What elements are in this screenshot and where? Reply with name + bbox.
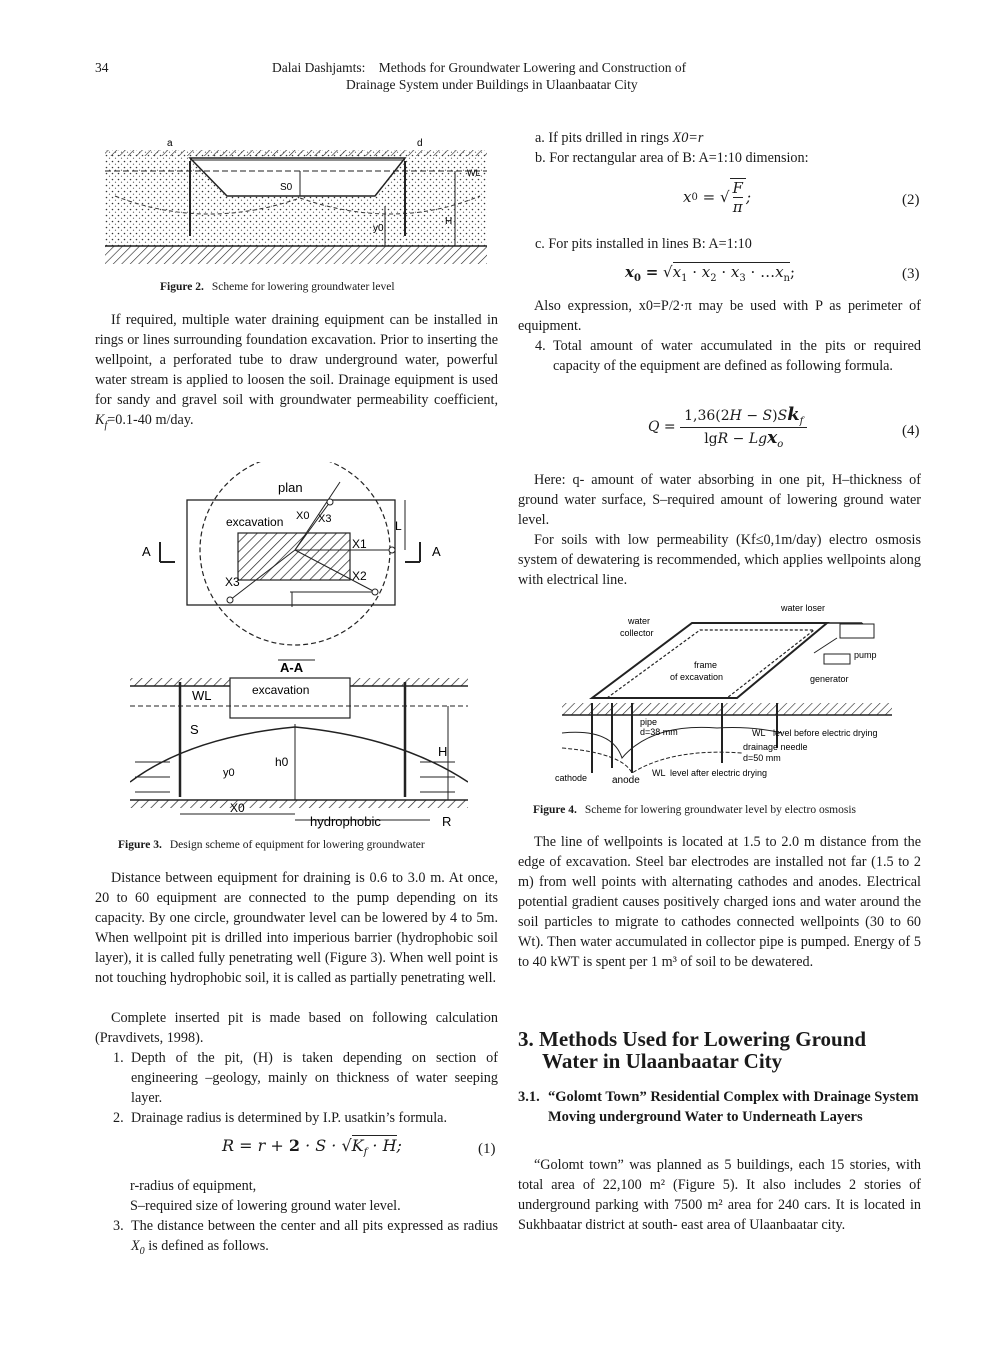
- figure-4-diagram: [552, 598, 912, 790]
- kf-letter: K: [95, 412, 105, 428]
- list-item-1-text: Depth of the pit, (H) is taken depending on section of engineering –geology, mainly on thickness of water seeping layer.: [131, 1050, 498, 1106]
- section-heading-3: 3. Methods Used for Lowering Ground Water in Ulaanbaatar City: [518, 1027, 867, 1073]
- fig3-label-excavation2: excavation: [252, 683, 310, 697]
- fig3-label-x3b: X3: [225, 575, 240, 589]
- case-b: b. For rectangular area of B: A=1:10 dimension:: [535, 150, 809, 166]
- equation-3-number: (3): [902, 266, 920, 282]
- fig3-label-s: S: [190, 722, 199, 737]
- fig3-label-x3: X3: [318, 513, 332, 525]
- case-c: c. For pits installed in lines B: A=1:10: [535, 236, 752, 252]
- list-item-3: [113, 1216, 498, 1262]
- list-item-4-num: 4.: [535, 338, 546, 354]
- fig4-label-frame: frame: [694, 660, 718, 670]
- fig3-label-wl: WL: [192, 688, 212, 703]
- left-p1-end: =0.1-40 m/day.: [107, 412, 194, 428]
- list-item-3-text-b: is defined as follows.: [148, 1238, 269, 1254]
- fig3-label-x1: X1: [352, 537, 367, 551]
- list-item-3-text-a: The distance between the center and all pits expressed as radius: [131, 1218, 498, 1234]
- figure-3-diagram: [130, 462, 468, 832]
- fig4-label-wl-before: level before electric drying: [773, 728, 878, 738]
- fig4-label-needle: drainage needle: [743, 742, 808, 752]
- left-paragraph-1: [95, 310, 498, 436]
- fig4-label-wl-after: level after electric drying: [670, 768, 768, 778]
- x0-letter: X: [131, 1238, 140, 1254]
- fig2-label-a: a: [167, 138, 173, 149]
- figure-3-label: Figure 3.: [118, 839, 162, 851]
- case-a-eq: X0=r: [672, 130, 704, 146]
- fig3-label-hydrophobic: hydrophobic: [310, 814, 381, 829]
- figure-4-caption-text: Scheme for lowering groundwater level by electro osmosis: [584, 804, 857, 816]
- equation-4: Q = $1,36(2H - S)Sk_f$ lgR − Lgx$_o$: [648, 404, 807, 450]
- equation-1: $R = r + 2 \cdot S \cdot √K_f \cdot H$;: [222, 1136, 402, 1159]
- right-paragraph-golomt: “Golomt town” was planned as 5 buildings, each 15 stories, with total area of 22,100 m² (Figure 5). It also includes 2 stories of underground parking with 7500 m² area for 240 cars. It is located in Sukhbaatar district at south- east area of Ulaanbaatar city.: [518, 1157, 921, 1233]
- fig4-label-wl2: WL: [652, 768, 666, 778]
- equation-3: $x_0 = √x_1 \cdot x_2 \cdot x_3$ · $\dots x_n$;: [625, 263, 796, 284]
- fig4-label-of-excavation: of excavation: [670, 672, 724, 682]
- list-item-1: [113, 1048, 498, 1108]
- fig3-label-a-right: A: [432, 544, 441, 559]
- fig2-label-y0: y0: [373, 223, 384, 234]
- page-number: 34: [95, 60, 109, 75]
- figure-4-label: Figure 4.: [533, 804, 577, 816]
- fig4-label-wl1: WL: [752, 728, 766, 738]
- definition-r: r-radius of equipment,: [130, 1178, 257, 1194]
- fig4-label-cathode: cathode: [555, 773, 588, 783]
- fig4-label-pipe-d: d=38 mm: [640, 727, 678, 737]
- kf-symbol: [95, 412, 108, 431]
- left-p1-text: If required, multiple water draining equipment can be installed in rings or lines surrounding foundation excavation. Prior to inserting the wellpoint, a perforated tube to draw underground water, powerful water stream is applied to loosen the soil. Drainage equipment is used for sandy and gravel soil with groundwater permeability coefficient,: [95, 312, 498, 408]
- subsection-heading-3-1: [518, 1087, 921, 1127]
- equation-2: x 0 = √ F π ;: [683, 179, 751, 216]
- fig2-label-d: d: [417, 138, 423, 149]
- x0-sub: 0: [139, 1245, 145, 1257]
- fig2-label-h: H: [445, 216, 453, 227]
- header-title-line2: Drainage System under Buildings in Ulaanbaatar City: [346, 77, 638, 92]
- fig3-label-h0: h0: [275, 755, 289, 769]
- list-item-2: [113, 1108, 498, 1128]
- fig3-label-x0b: X0: [230, 801, 245, 815]
- list-item-2-text: Drainage radius is determined by I.P. usatkin’s formula.: [131, 1110, 447, 1126]
- fig3-label-plan: plan: [278, 480, 303, 495]
- right-paragraph-soils: For soils with low permeability (Kf≤0,1m/day) electro osmosis system of dewatering is recommended, which applies wellpoints along with electrical line.: [518, 532, 921, 588]
- subsection-number: 3.1.: [518, 1089, 540, 1105]
- fig3-label-l: L: [395, 519, 402, 533]
- fig4-label-water: water: [628, 616, 651, 626]
- list-item-2-num: 2.: [113, 1110, 124, 1126]
- definition-s: S–required size of lowering ground water level.: [130, 1198, 401, 1214]
- case-a: [535, 128, 703, 148]
- fig3-label-section: A-A: [280, 660, 304, 675]
- list-item-1-num: 1.: [113, 1050, 124, 1066]
- figure-2-caption-text: Scheme for lowering groundwater level: [211, 281, 395, 293]
- equation-1-number: (1): [478, 1141, 496, 1157]
- fig2-label-wl: WL: [467, 168, 481, 178]
- list-item-4-text: Total amount of water accumulated in the pits or required capacity of the equipment are defined as following formula.: [553, 338, 921, 374]
- fig4-label-collector: collector: [620, 628, 654, 638]
- left-paragraph-3: Complete inserted pit is made based on following calculation (Pravdivets, 1998).: [95, 1010, 498, 1046]
- equation-2-number: (2): [902, 192, 920, 208]
- fig3-label-excavation: excavation: [226, 515, 284, 529]
- fig4-label-anode: anode: [612, 775, 640, 786]
- running-header: [272, 60, 812, 76]
- list-item-4: [535, 336, 921, 376]
- subsection-title: “Golomt Town” Residential Complex with Drainage System Moving underground Water to Underneath Layers: [548, 1089, 919, 1125]
- right-paragraph-here: Here: q- amount of water absorbing in one pit, H–thickness of ground water surface, S–required amount of lowering ground water level.: [518, 472, 921, 528]
- fig2-label-s0: S0: [280, 182, 293, 193]
- header-title-line1: Methods for Groundwater Lowering and Construction of: [378, 60, 687, 75]
- figure-4-caption: [533, 804, 856, 816]
- fig3-label-y0: y0: [223, 767, 235, 779]
- figure-2-label: Figure 2.: [160, 281, 204, 293]
- fig4-label-pump: pump: [854, 650, 877, 660]
- fig4-label-pipe: pipe: [640, 717, 658, 727]
- fig4-label-water-loser: water loser: [781, 603, 826, 613]
- kf-sub: f: [104, 419, 108, 431]
- fig4-label-needle-d: d=50 mm: [743, 753, 781, 763]
- fig3-label-x0: X0: [296, 510, 310, 522]
- right-paragraph-also: Also expression, x0=P/2·π may be used with P as perimeter of equipment.: [518, 298, 921, 334]
- fig3-label-x2: X2: [352, 569, 367, 583]
- figure-3-caption: [118, 839, 425, 851]
- right-paragraph-wellpoints: The line of wellpoints is located at 1.5 to 2.0 m distance from the edge of excavation. Steel bar electrodes are installed not far (1.5 to 2 m) from well points with alternating cathodes and anodes. Electrical potential gradient causes positively charged ions and water around the soil particles to migrate to cathodes connected wellpoints (30 to 60 Wt). Then water accumulated in collector pipe is pumped. Energy of 5 to 40 kWT is spent per 1 m³ of soil to be dewatered.: [518, 834, 921, 970]
- figure-3-caption-text: Design scheme of equipment for lowering groundwater: [169, 839, 425, 851]
- fig4-label-generator: generator: [810, 674, 849, 684]
- fig3-label-a-left: A: [142, 544, 151, 559]
- fig3-label-r: R: [442, 814, 452, 829]
- list-item-3-num: 3.: [113, 1218, 124, 1234]
- equation-4-number: (4): [902, 423, 920, 439]
- figure-2-diagram: [105, 136, 487, 266]
- figure-2-caption: [160, 281, 395, 293]
- case-a-text: a. If pits drilled in rings: [535, 130, 669, 146]
- left-paragraph-2: Distance between equipment for draining is 0.6 to 3.0 m. At once, 20 to 60 equipment are connected to the pump depending on its capacity. By one circle, groundwater level can be lowered by 4 to 5m. When wellpoint pit is drilled into imperious barrier (hydrophobic soil layer), it is called fully penetrating well (Figure 3). When well point is not touching hydrophobic soil, it is called as partially penetrating well.: [95, 870, 498, 986]
- list-item-3-text: [131, 1216, 498, 1262]
- header-author: Dalai Dashjamts:: [272, 60, 366, 75]
- fig3-label-h: H: [438, 744, 448, 759]
